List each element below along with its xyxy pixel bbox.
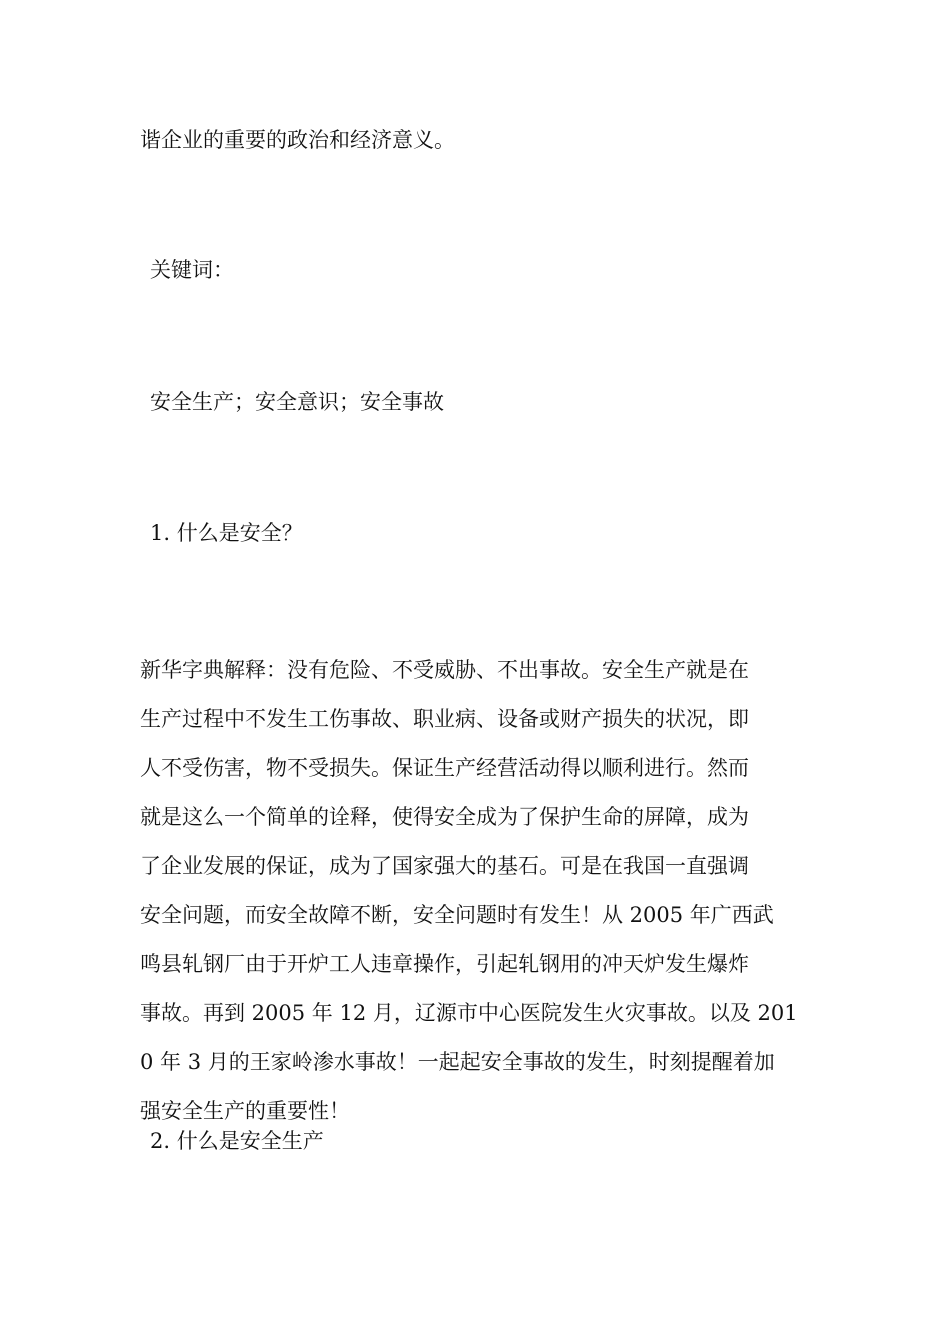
body-line: 生产过程中不发生工伤事故、职业病、设备或财产损失的状况，即 [140, 707, 749, 731]
section-1-body [140, 646, 806, 1136]
section-2-heading: 2. 什么是安全生产 [150, 1129, 324, 1153]
body-line: 新华字典解释：没有危险、不受威胁、不出事故。安全生产就是在 [140, 658, 749, 682]
body-line: 鸣县轧钢厂由于开炉工人违章操作，引起轧钢用的冲天炉发生爆炸 [140, 952, 749, 976]
body-line: 安全问题，而安全故障不断，安全问题时有发生！从 2005 年广西武 [140, 903, 774, 927]
continuation-text: 谐企业的重要的政治和经济意义。 [140, 128, 455, 152]
keywords-heading: 关键词： [150, 258, 234, 282]
body-line: 就是这么一个简单的诠释，使得安全成为了保护生命的屏障，成为 [140, 805, 749, 829]
body-line: 了企业发展的保证，成为了国家强大的基石。可是在我国一直强调 [140, 854, 749, 878]
keywords-text: 安全生产；安全意识；安全事故 [150, 390, 444, 414]
body-line: 人不受伤害，物不受损失。保证生产经营活动得以顺利进行。然而 [140, 756, 749, 780]
body-line: 强安全生产的重要性！ [140, 1099, 350, 1123]
body-line: 事故。再到 2005 年 12 月，辽源市中心医院发生火灾事故。以及 201 [140, 1001, 798, 1025]
body-line: 0 年 3 月的王家岭渗水事故！一起起安全事故的发生，时刻提醒着加 [140, 1050, 775, 1074]
section-1-heading: 1. 什么是安全？ [150, 521, 303, 545]
